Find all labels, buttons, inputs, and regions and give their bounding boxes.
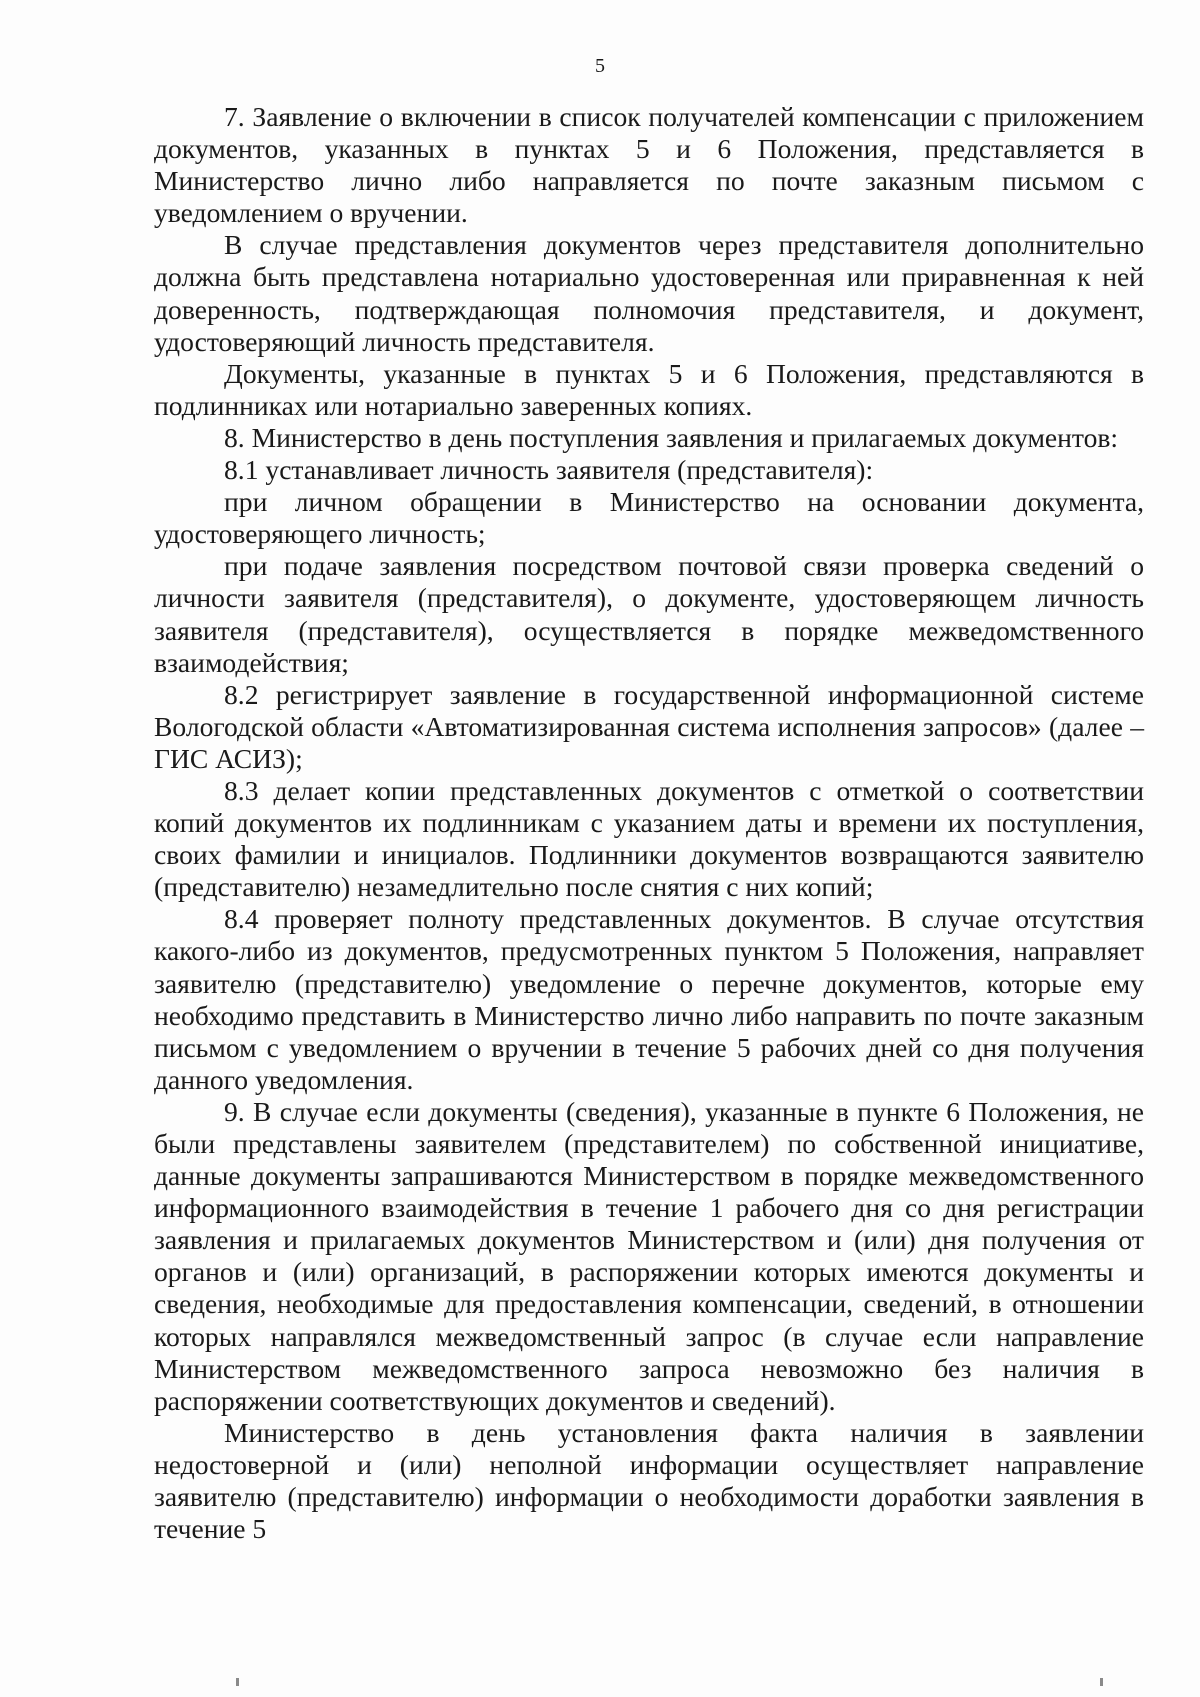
paragraph-9-ministry: Министерство в день установления факта наличия в заявлении недостоверной и (или) неполной информации осуществляет направление заявителю (представителю) информации о необходимости доработки заявления в течение 5: [154, 1416, 1144, 1545]
paragraph-7: 7. Заявление о включении в список получателей компенсации с приложением документов, указанных в пунктах 5 и 6 Положения, представляется в Министерство лично либо направляется по почте заказным письмом с уведомлением о вручении.: [154, 101, 1144, 229]
page-number: 5: [595, 55, 605, 77]
paragraph-7-originals: Документы, указанные в пунктах 5 и 6 Положения, представляются в подлинниках или нотариально заверенных копиях.: [154, 357, 1144, 421]
paragraph-9: 9. В случае если документы (сведения), указанные в пункте 6 Положения, не были представлены заявителем (представителем) по собственной инициативе, данные документы запрашиваются Министерством в порядке межведомственного информационного взаимодействия в течение 1 рабочего дня со дня регистрации заявления и прилагаемых документов Министерством и (или) дня получения от органов и (или) организаций, в распоряжении которых имеются документы и сведения, необходимые для предоставления компенсации, сведений, в отношении которых направлялся межведомственный запрос (в случае если направление Министерством межведомственного запроса невозможно без наличия в распоряжении соответствующих документов и сведений).: [154, 1095, 1144, 1416]
document-body: [154, 101, 1144, 1545]
paragraph-8-3: 8.3 делает копии представленных документов с отметкой о соответствии копий документов их подлинникам с указанием даты и времени их поступления, своих фамилии и инициалов. Подлинники документов возвращаются заявителю (представителю) незамедлительно после снятия с них копий;: [154, 774, 1144, 903]
paragraph-8-1-personal: при личном обращении в Министерство на основании документа, удостоверяющего личность;: [154, 486, 1144, 550]
paragraph-8-2: 8.2 регистрирует заявление в государственной информационной системе Вологодской области «Автоматизированная система исполнения запросов» (далее – ГИС АСИЗ);: [154, 678, 1144, 774]
paragraph-7-representative: В случае представления документов через представителя дополнительно должна быть представлена нотариально удостоверенная или приравненная к ней доверенность, подтверждающая полномочия представителя, и документ, удостоверяющий личность представителя.: [154, 229, 1144, 357]
paragraph-8-4: 8.4 проверяет полноту представленных документов. В случае отсутствия какого-либо из документов, предусмотренных пунктом 5 Положения, направляет заявителю (представителю) уведомление о перечне документов, которые ему необходимо представить в Министерство лично либо направить по почте заказным письмом с уведомлением о вручении в течение 5 рабочих дней со дня получения данного уведомления.: [154, 903, 1144, 1095]
paragraph-8-1: 8.1 устанавливает личность заявителя (представителя):: [224, 454, 874, 486]
paragraph-8: 8. Министерство в день поступления заявления и прилагаемых документов:: [224, 421, 1119, 453]
paragraph-8-1-postal: при подаче заявления посредством почтовой связи проверка сведений о личности заявителя (представителя), о документе, удостоверяющем личность заявителя (представителя), осуществляется в порядке межведомственного взаимодействия;: [154, 550, 1144, 678]
scan-mark-left: [236, 1678, 239, 1686]
scan-mark-right: [1100, 1678, 1103, 1686]
